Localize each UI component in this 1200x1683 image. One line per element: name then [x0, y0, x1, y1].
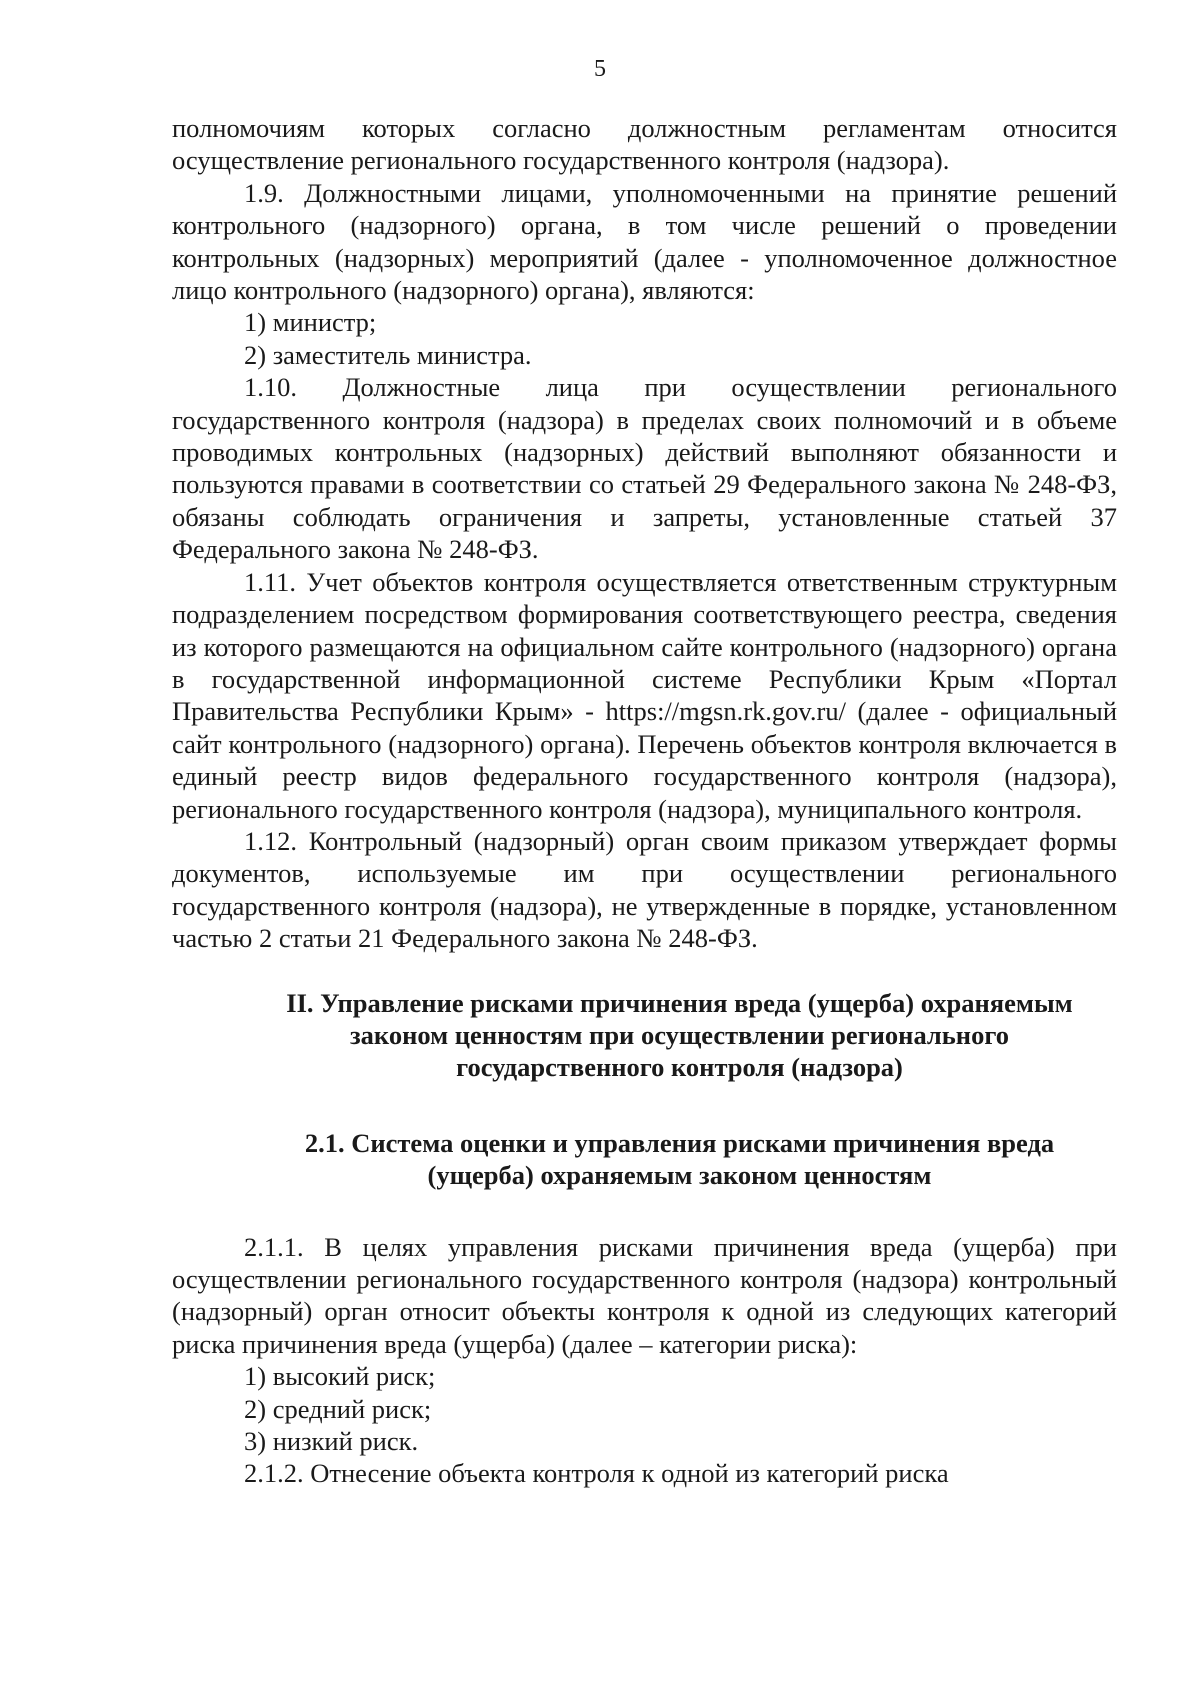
subsection-2-1-heading-line: (ущерба) охраняемым законом ценностям: [427, 1159, 932, 1190]
section-2-heading-line: государственного контроля (надзора): [456, 1051, 903, 1082]
section-2-heading-line: II. Управление рисками причинения вреда (ущерба) охраняемым: [286, 987, 1073, 1018]
subsection-2-1-heading: [172, 1127, 1117, 1191]
list-item-low-risk: 3) низкий риск.: [244, 1426, 419, 1456]
list-item-medium-risk: 2) средний риск;: [244, 1393, 432, 1424]
document-body: [172, 112, 1117, 1490]
paragraph-2-1-2: 2.1.2. Отнесение объекта контроля к одной из категорий риска: [244, 1458, 949, 1489]
list-item-high-risk: 1) высокий риск;: [244, 1361, 436, 1392]
page-number: 5: [594, 56, 606, 82]
section-2-heading: [172, 987, 1117, 1083]
paragraph-1-10: 1.10. Должностные лица при осуществлении регионального государственного контроля (надзора) в пределах своих полномочий и в объеме проводимых контрольных (надзорных) действий выполняют обязанности и пользуются правами в соответствии со статьей 29 Федерального закона № 248-ФЗ, обязаны соблюдать ограничения и запреты, установленные статьей 37 Федерального закона № 248-ФЗ.: [172, 372, 1117, 565]
paragraph-continuation: полномочиям которых согласно должностным регламентам относится осуществление регионального государственного контроля (надзора).: [172, 113, 1117, 176]
list-item-minister: 1) министр;: [244, 307, 377, 338]
section-2-heading-line: законом ценностям при осуществлении регионального: [350, 1019, 1009, 1050]
paragraph-2-1-1: 2.1.1. В целях управления рисками причинения вреда (ущерба) при осуществлении регионального государственного контроля (надзора) контрольный (надзорный) орган относит объекты контроля к одной из следующих категорий риска причинения вреда (ущерба) (далее – категории риска):: [172, 1231, 1117, 1359]
list-item-deputy-minister: 2) заместитель министра.: [244, 339, 532, 370]
paragraph-1-11: 1.11. Учет объектов контроля осуществляется ответственным структурным подразделением посредством формирования соответствующего реестра, сведения из которого размещаются на официальном сайте контрольного (надзорного) органа в государственной информационной системе Республики Крым «Портал Правительства Республики Крым» - https://mgsn.rk.gov.ru/ (далее - официальный сайт контрольного (надзорного) органа). Перечень объектов контроля включается в единый реестр видов федерального государственного контроля (надзора), регионального государственного контроля (надзора), муниципального контроля.: [172, 566, 1117, 824]
paragraph-1-9: 1.9. Должностными лицами, уполномоченными на принятие решений контрольного (надзорного) органа, в том числе решений о проведении контрольных (надзорных) мероприятий (далее - уполномоченное должностное лицо контрольного (надзорного) органа), являются:: [172, 177, 1117, 306]
subsection-2-1-heading-line: 2.1. Система оценки и управления рисками причинения вреда: [304, 1127, 1055, 1158]
paragraph-1-12: 1.12. Контрольный (надзорный) орган своим приказом утверждает формы документов, используемые им при осуществлении регионального государственного контроля (надзора), не утвержденные в порядке, установленном частью 2 статьи 21 Федерального закона № 248-ФЗ.: [172, 825, 1117, 954]
